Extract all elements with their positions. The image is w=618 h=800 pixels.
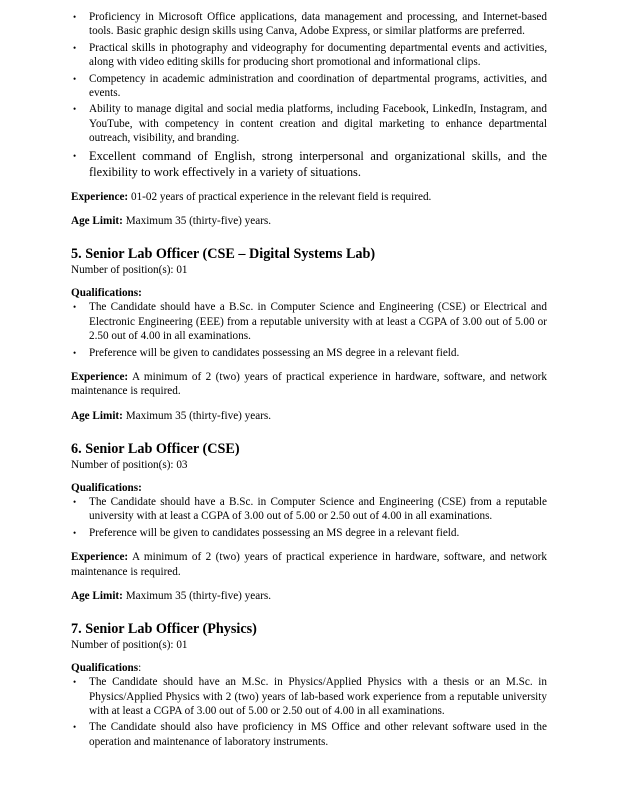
list-item-text: Ability to manage digital and social media platforms, including Facebook, LinkedIn, Instagram, and YouTube, with competency in content creation and digital marketing to enhance departmental outreach, visibility, and branding. — [89, 103, 547, 145]
list-item-text: The Candidate should have a B.Sc. in Computer Science and Engineering (CSE) or Electrical and Electronic Engineering (EEE) from a reputable university with at least a CGPA of 3.00 out of 5.00 or 2.50 out of 4.00 in all examinations. — [89, 301, 547, 343]
list-item — [71, 102, 547, 145]
section-experience — [71, 370, 547, 399]
bullet-icon: • — [73, 347, 77, 358]
experience-text: A minimum of 2 (two) years of practical experience in hardware, software, and network maintenance is required. — [71, 370, 547, 398]
bullet-icon: • — [73, 496, 77, 507]
qualifications-label: Qualifications — [71, 661, 139, 674]
positions-count: Number of position(s): 03 — [71, 459, 188, 472]
list-item-text: Excellent command of English, strong interpersonal and organizational skills, and the flexibility to work effectively in a variety of situations. — [89, 148, 547, 179]
positions-count: Number of position(s): 01 — [71, 264, 188, 277]
experience-label: Experience: — [71, 370, 129, 383]
list-item — [71, 675, 547, 718]
list-item — [71, 72, 547, 101]
qualifications-heading — [71, 661, 547, 675]
list-item — [71, 495, 547, 524]
experience-label: Experience: — [71, 190, 129, 203]
qualifications-colon: : — [138, 661, 142, 674]
list-item — [71, 300, 547, 343]
section-title: 6. Senior Lab Officer (CSE) — [71, 441, 240, 458]
bullet-icon: • — [73, 677, 77, 688]
age-limit-label: Age Limit: — [71, 215, 123, 228]
intro-age-limit — [71, 214, 547, 228]
list-item — [71, 346, 547, 360]
section-title: 7. Senior Lab Officer (Physics) — [71, 621, 257, 638]
list-item — [71, 720, 547, 749]
experience-text: A minimum of 2 (two) years of practical experience in hardware, software, and network maintenance is required. — [71, 551, 547, 578]
qualifications-heading — [71, 481, 547, 495]
list-item — [71, 41, 547, 70]
qualifications-list — [71, 675, 547, 749]
qualifications-label: Qualifications: — [71, 481, 142, 494]
qualifications-heading — [71, 286, 547, 300]
bullet-icon: • — [73, 104, 77, 115]
bullet-icon: • — [73, 150, 77, 161]
section-experience — [71, 550, 547, 579]
list-item-text: The Candidate should have an M.Sc. in Physics/Applied Physics with a thesis or an M.Sc. in Physics/Applied Physics with 2 (two) years of lab-based work experience from a reputable university with at least a CGPA of 3.00 out of 5.00 or 2.50 out of 4.00 in all examinations. — [89, 676, 547, 717]
list-item-text: Practical skills in photography and videography for documenting departmental events and activities, along with video editing skills for producing short promotional and informational clips. — [89, 41, 547, 69]
positions-count: Number of position(s): 01 — [71, 639, 188, 652]
age-limit-text: Maximum 35 (thirty-five) years. — [125, 589, 272, 602]
list-item-text: The Candidate should also have proficiency in MS Office and other relevant software used in the operation and maintenance of laboratory instruments. — [89, 721, 547, 748]
list-item-text: Competency in academic administration and coordination of departmental programs, activities, and events. — [89, 72, 547, 100]
qualifications-list — [71, 300, 547, 360]
list-item — [71, 148, 547, 180]
list-item-text: Preference will be given to candidates possessing an MS degree in a relevant field. — [89, 346, 460, 359]
intro-experience — [71, 190, 547, 204]
list-item-text: The Candidate should have a B.Sc. in Computer Science and Engineering (CSE) from a reputable university with at least a CGPA of 3.00 out of 5.00 or 2.50 out of 4.00 in all examinations. — [89, 495, 547, 523]
list-item-text: Proficiency in Microsoft Office applications, data management and processing, and Internet-based tools. Basic graphic design skills using Canva, Adobe Express, or similar platforms are preferred. — [89, 11, 547, 38]
experience-label: Experience: — [71, 551, 129, 564]
age-limit-text: Maximum 35 (thirty-five) years. — [125, 409, 272, 422]
document-page — [71, 10, 547, 751]
section-age-limit — [71, 409, 547, 423]
age-limit-text: Maximum 35 (thirty-five) years. — [125, 215, 272, 228]
age-limit-label: Age Limit: — [71, 589, 123, 602]
bullet-icon: • — [73, 302, 77, 313]
experience-text: 01-02 years of practical experience in the relevant field is required. — [130, 190, 432, 203]
list-item — [71, 526, 547, 540]
bullet-icon: • — [73, 722, 77, 733]
bullet-icon: • — [73, 12, 77, 22]
qualifications-list — [71, 495, 547, 540]
bullet-icon: • — [73, 42, 77, 53]
age-limit-label: Age Limit: — [71, 409, 123, 422]
list-item-text: Preference will be given to candidates possessing an MS degree in a relevant field. — [89, 526, 460, 539]
section-age-limit — [71, 589, 547, 603]
bullet-icon: • — [73, 527, 77, 538]
intro-skills-list — [71, 10, 547, 180]
bullet-icon: • — [73, 73, 77, 84]
section-title: 5. Senior Lab Officer (CSE – Digital Systems Lab) — [71, 246, 376, 263]
qualifications-label: Qualifications: — [71, 286, 142, 299]
list-item — [71, 10, 547, 39]
